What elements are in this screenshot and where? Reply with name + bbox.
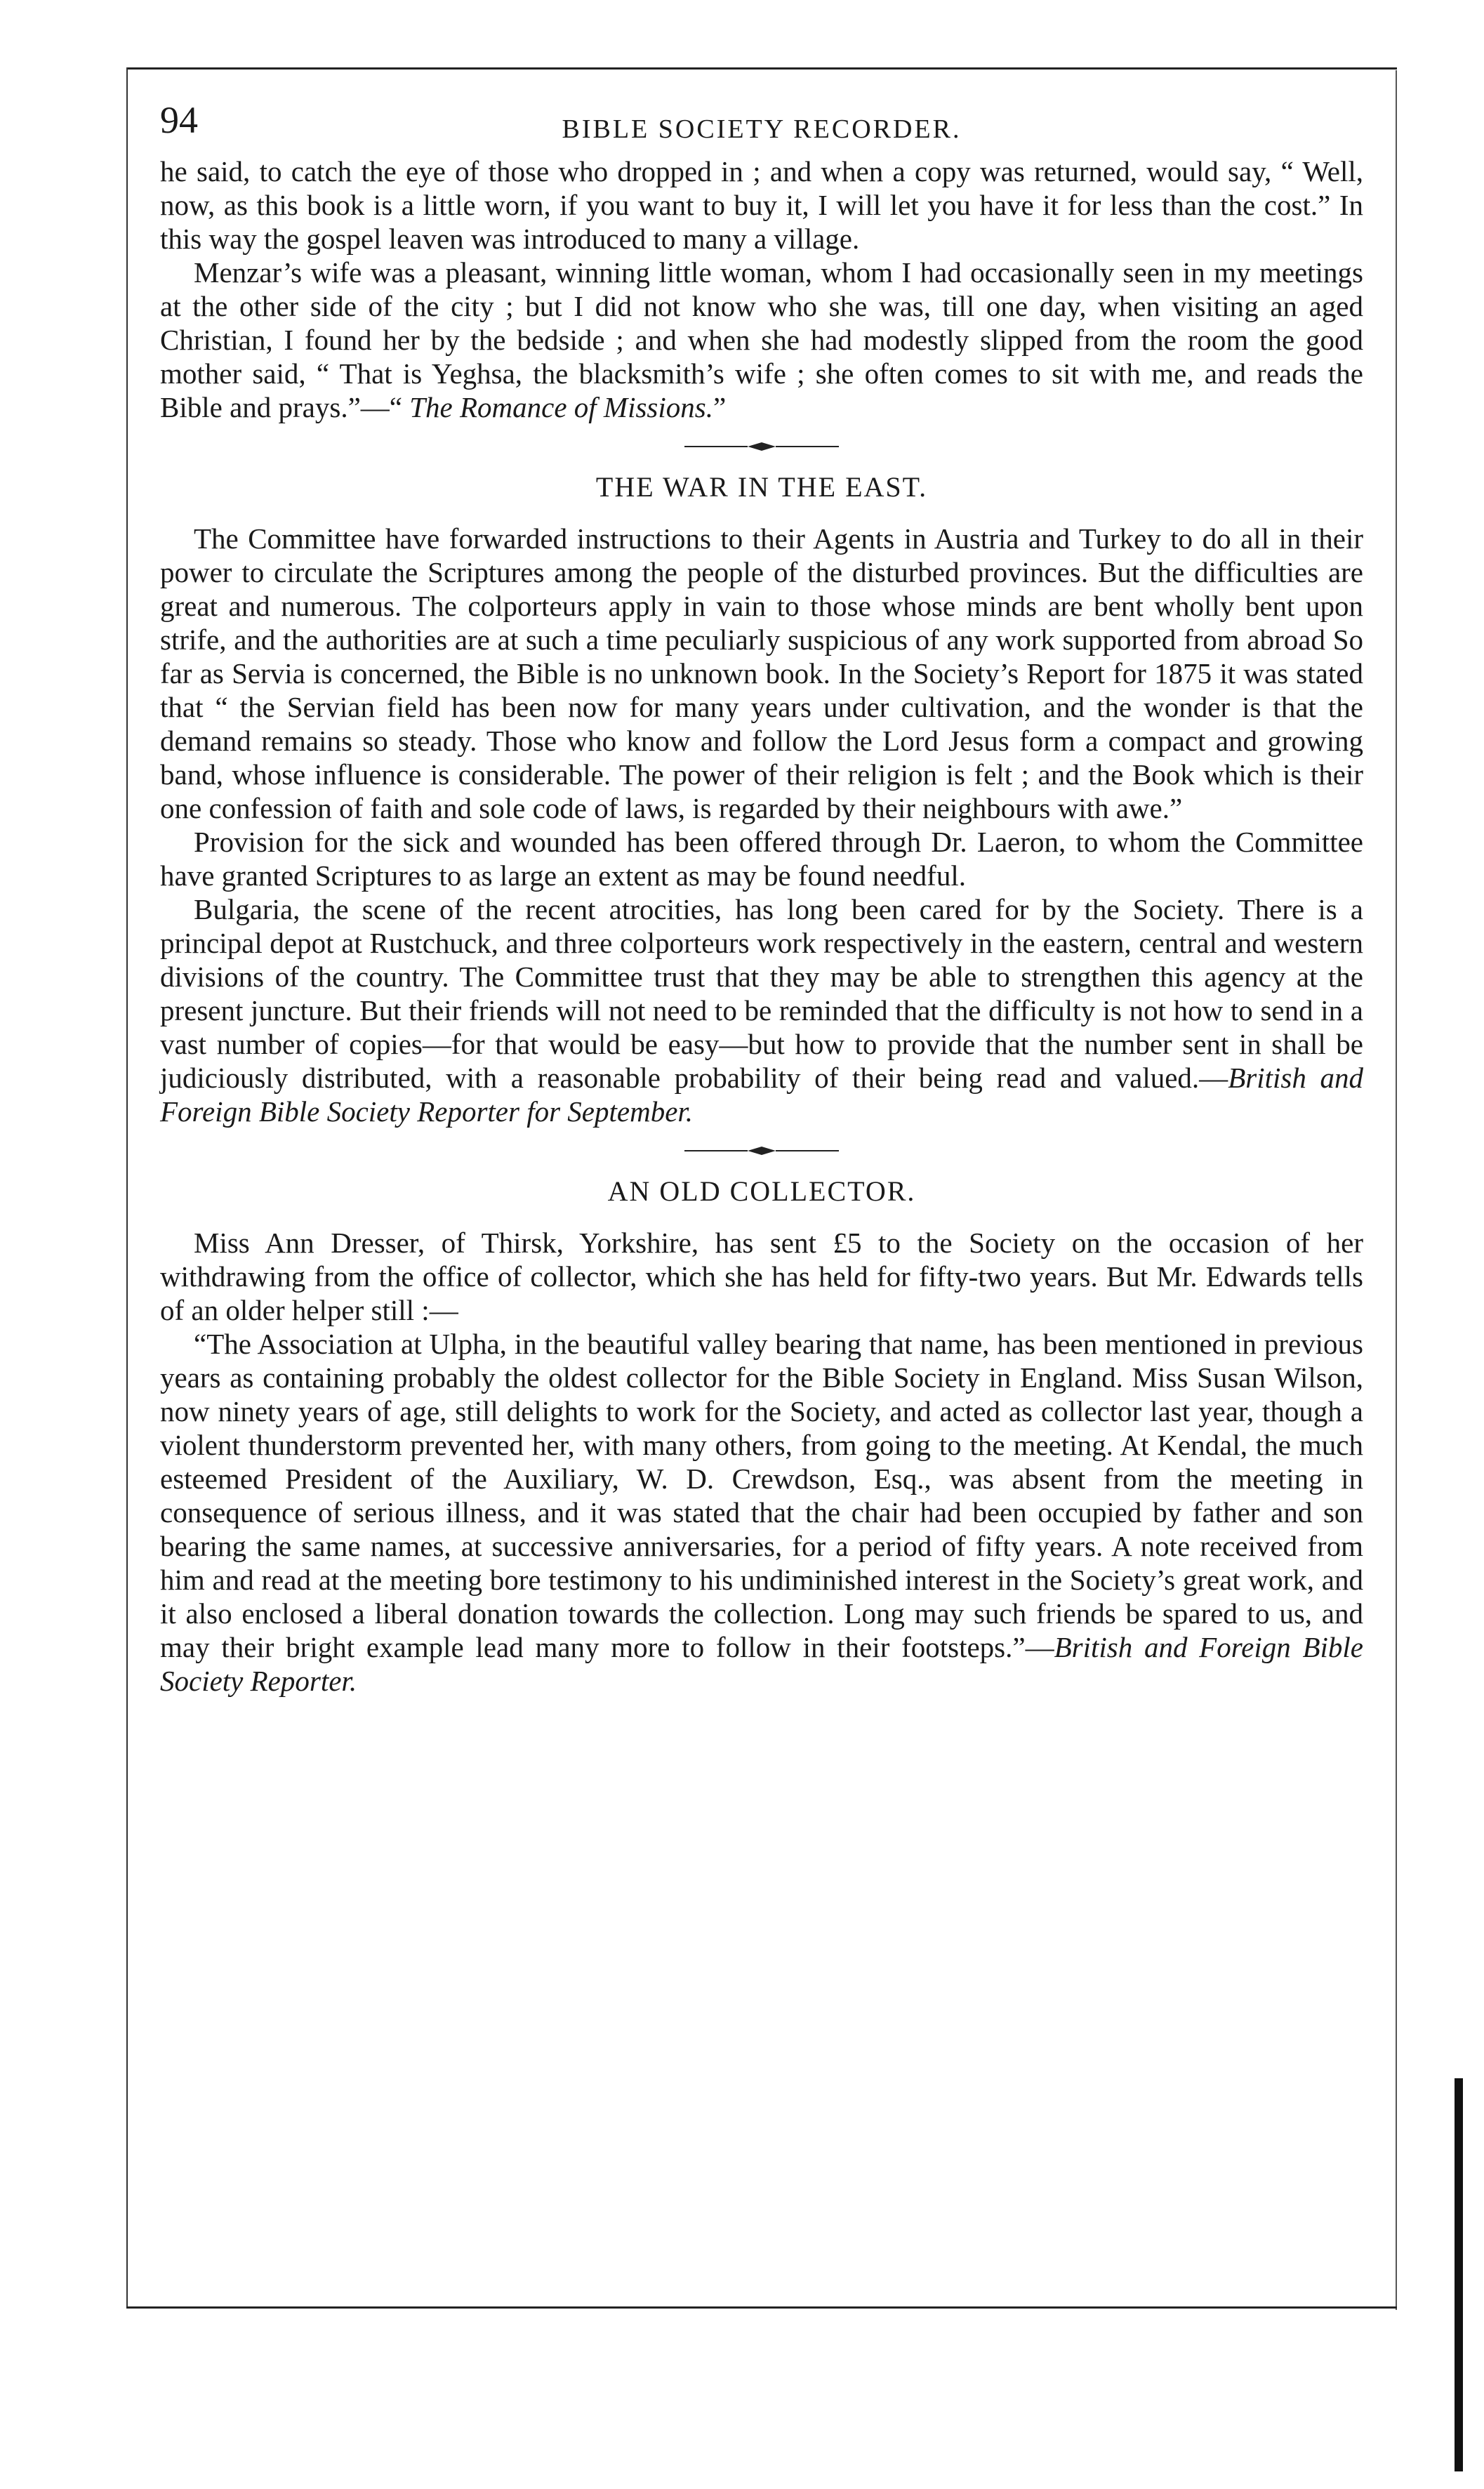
page-header (160, 84, 1363, 154)
section-title: AN OLD COLLECTOR. (607, 1175, 916, 1207)
paragraph-text: Menzar’s wife was a pleasant, winning little woman, whom I had occasionally seen in my meetings at the other side of the city ; but I did not know who she was, till one day, when visiting an aged Christian, I found her by the bedside ; and when she had modestly slipped from the room the good mother said, “ That is Yeghsa, the blacksmith’s wife ; she often comes to sit with me, and reads the Bible and prays.”—“ (160, 256, 1363, 423)
paragraph: Provision for the sick and wounded has been offered through Dr. Laeron, to whom the Committee have granted Scriptures to as large an extent as may be found needful. (160, 826, 1363, 892)
right-border-rule (1396, 70, 1397, 2310)
section-divider-ornament (677, 440, 846, 454)
page-number: 94 (160, 99, 198, 141)
paragraph: Miss Ann Dresser, of Thirsk, Yorkshire, has sent £5 to the Society on the occasion of her withdrawing from the office of collector, which she has held for fifty-two years. But Mr. Edwards tells of an older helper still :— (160, 1227, 1363, 1326)
running-title: BIBLE SOCIETY RECORDER. (562, 114, 962, 144)
top-border-rule (126, 67, 1397, 70)
source-citation: British and Foreign Bible Society Reporter. (160, 1631, 1363, 1697)
section-title: THE WAR IN THE EAST. (595, 471, 928, 503)
paragraph-text: “The Association at Ulpha, in the beautiful valley bearing that name, has been mentioned in previous years as containing probably the oldest collector for the Bible Society in England. Miss Susan Wilson, now ninety years of age, still delights to work for the Society, and acted as collector last year, though a violent thunderstorm prevented her, with many others, from going to the meeting. At Kendal, the much esteemed President of the Auxiliary, W. D. Crewdson, Esq., was absent from the meeting in consequence of serious illness, and it was stated that the chair had been occupied by father and son bearing the same names, at successive anniversaries, for a period of fifty years. A note received from him and read at the meeting bore testimony to his undiminished interest in the Society’s great work, and it also enclosed a liberal donation towards the collection. Long may such friends be spared to us, and may their bright example lead many more to follow in their footsteps.”— (160, 1328, 1363, 1663)
scan-edge-bar (1455, 2078, 1463, 2471)
paragraph-text: Bulgaria, the scene of the recent atrocities, has long been cared for by the Society. There is a principal depot at Rustchuck, and three colporteurs work respectively in the eastern, central and western divisions of the country. The Committee trust that they may be able to strengthen this agency at the present juncture. But their friends will not need to be reminded that the difficulty is not how to send in a vast number of copies—for that would be easy—but how to provide that the number sent in shall be judiciously distributed, with a reasonable probability of their being read and valued.— (160, 893, 1363, 1094)
paragraph (160, 892, 1363, 1128)
section-an-old-collector (160, 1175, 1363, 1698)
paragraph: he said, to catch the eye of those who dropped in ; and when a copy was returned, would say, “ Well, now, as this book is a little worn, if you want to buy it, I will let you have it for less than the cost.” In this way the gospel leaven was introduced to many a village. (160, 155, 1363, 255)
bottom-border-rule (126, 2306, 1397, 2309)
paragraph (160, 256, 1363, 424)
source-close-quote: ” (713, 391, 727, 423)
source-citation: British and Foreign Bible Society Reporter for September. (160, 1062, 1363, 1128)
left-border-rule (126, 67, 128, 2307)
section-continued-article (160, 154, 1363, 454)
section-divider-ornament (677, 1144, 846, 1158)
page-content (160, 84, 1363, 1698)
source-citation: The Romance of Missions. (409, 391, 713, 423)
paragraph: The Committee have forwarded instructions to their Agents in Austria and Turkey to do all in their power to circulate the Scriptures among the people of the disturbed provinces. But the difficulties are great and numerous. The colporteurs apply in vain to those whose minds are bent wholly bent upon strife, and the authorities are at such a time peculiarly suspicious of any work supported from abroad So far as Servia is concerned, the Bible is no unknown book. In the Society’s Report for 1875 it was stated that “ the Servian field has been now for many years under cultivation, and the wonder is that the demand remains so steady. Those who know and follow the Lord Jesus form a compact and growing band, whose influence is considerable. The power of their religion is felt ; and the Book which is their one confession of faith and sole code of laws, is regarded by their neighbours with awe.” (160, 522, 1363, 824)
section-war-in-the-east (160, 470, 1363, 1158)
paragraph (160, 1327, 1363, 1698)
